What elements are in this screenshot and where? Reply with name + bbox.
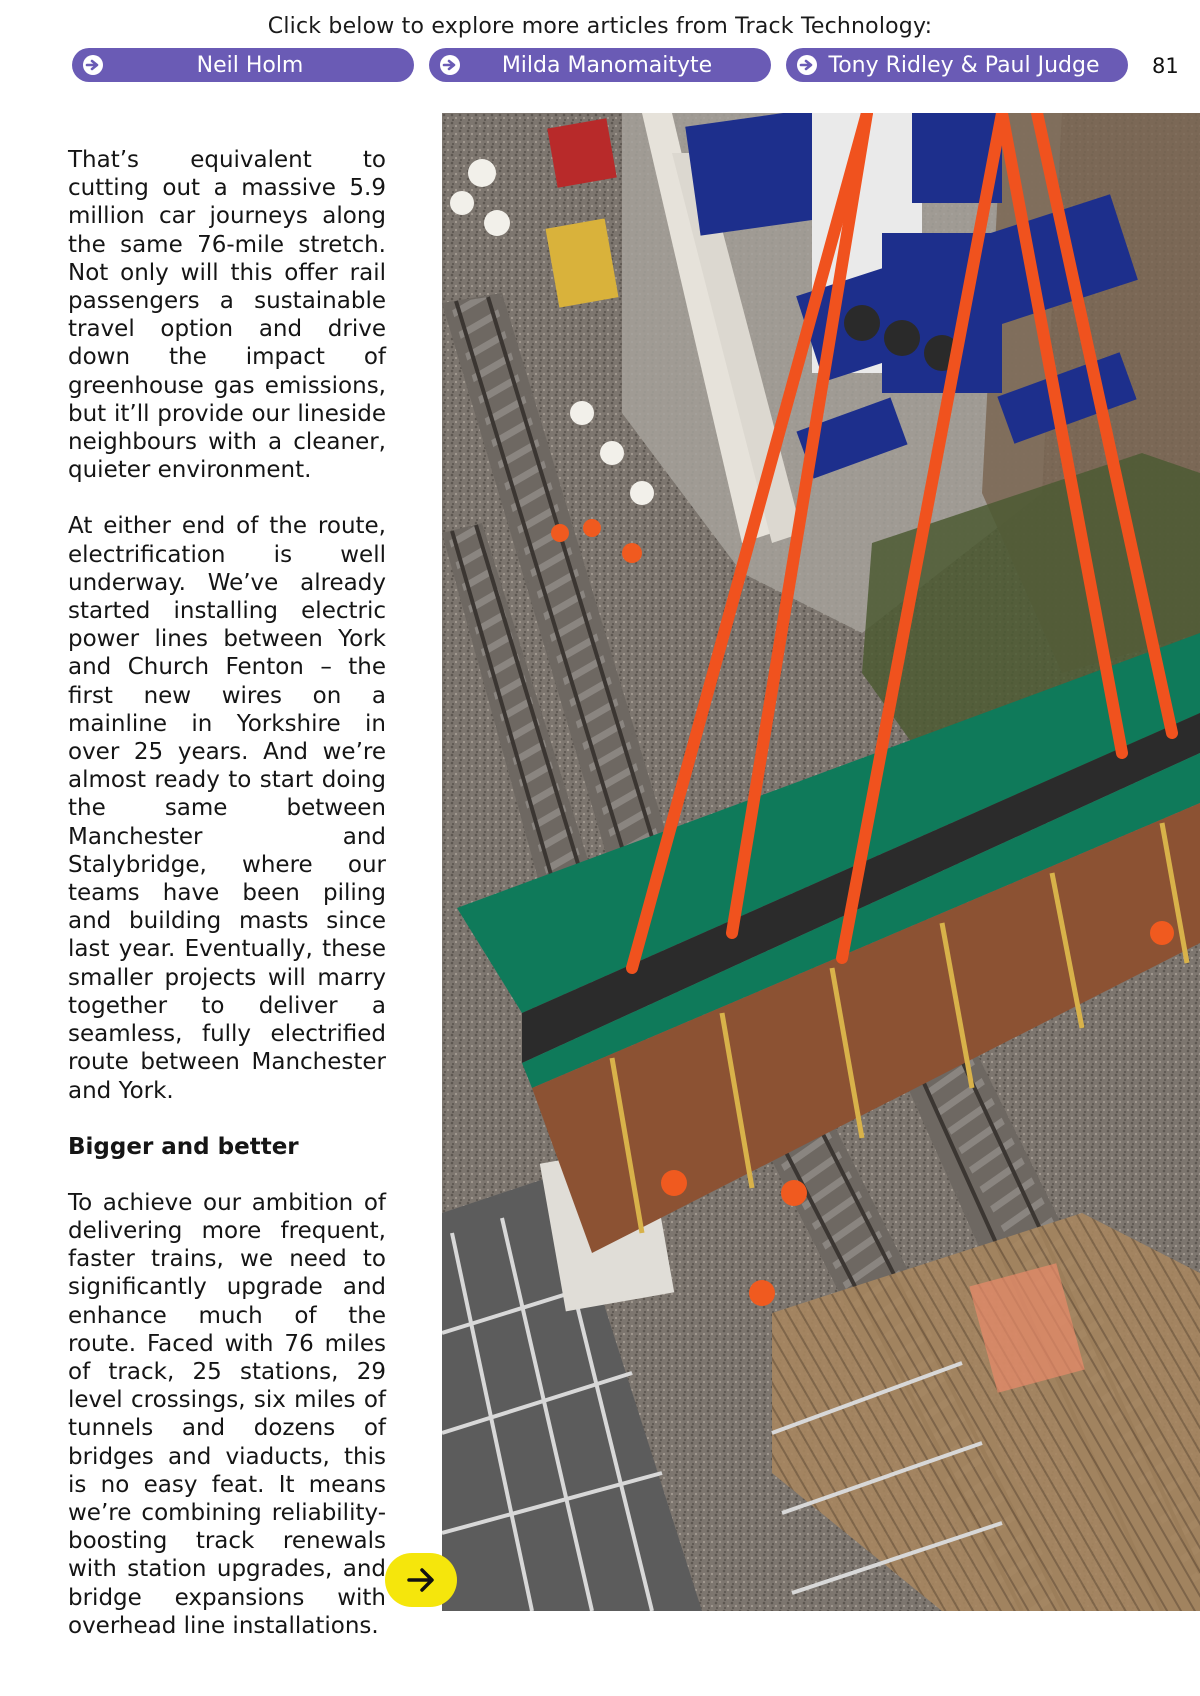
article-link-label: Tony Ridley & Paul Judge [828, 52, 1100, 78]
article-paragraph: To achieve our ambition of delivering more frequent, faster trains, we need to significantly upgrade and enhance much of the route. Faced with 76 miles of track, 25 stations, 29 level crossings, six miles of tunnels and dozens of bridges and viaducts, this is no easy feat. It means we’re combining reliability-boosting track renewals with station upgrades, and bridge expansions with overhead line installations. [68, 1189, 386, 1639]
article-link-neil-holm[interactable] [72, 48, 414, 82]
article-link-milda-manomaityte[interactable] [429, 48, 771, 82]
article-link-label: Neil Holm [196, 52, 304, 78]
article-body [68, 146, 386, 1668]
article-paragraph: That’s equivalent to cutting out a massive 5.9 million car journeys along the same 76-mile stretch. Not only will this offer rail passengers a sustainable travel option and drive down the impact of greenhouse gas emissions, but it’ll provide our lineside neighbours with a cleaner, quieter environment. [68, 147, 386, 484]
article-link-label: Milda Manomaityte [501, 52, 713, 78]
next-page-button[interactable] [385, 1553, 457, 1607]
section-heading: Bigger and better [68, 1133, 299, 1160]
arrow-right-circle-icon [796, 54, 818, 76]
article-link-tony-ridley-paul-judge[interactable] [786, 48, 1128, 82]
arrow-right-circle-icon [82, 54, 104, 76]
arrow-right-icon [385, 1553, 457, 1607]
bridge-lift-illustration [442, 113, 1200, 1611]
explore-text: Click below to explore more articles from Track Technology: [267, 14, 933, 39]
arrow-right-circle-icon [439, 54, 461, 76]
bridge-lift-photo [442, 113, 1200, 1611]
article-paragraph: At either end of the route, electrification is well underway. We’ve already started installing electric power lines between York and Church Fenton – the first new wires on a mainline in Yorkshire in over 25 years. And we’re almost ready to start doing the same between Manchester and Stalybridge, where our teams have been piling and building masts since last year. Eventually, these smaller projects will marry together to deliver a seamless, fully electrified route between Manchester and York. [68, 513, 386, 1104]
page-number: 81 [1152, 54, 1179, 78]
